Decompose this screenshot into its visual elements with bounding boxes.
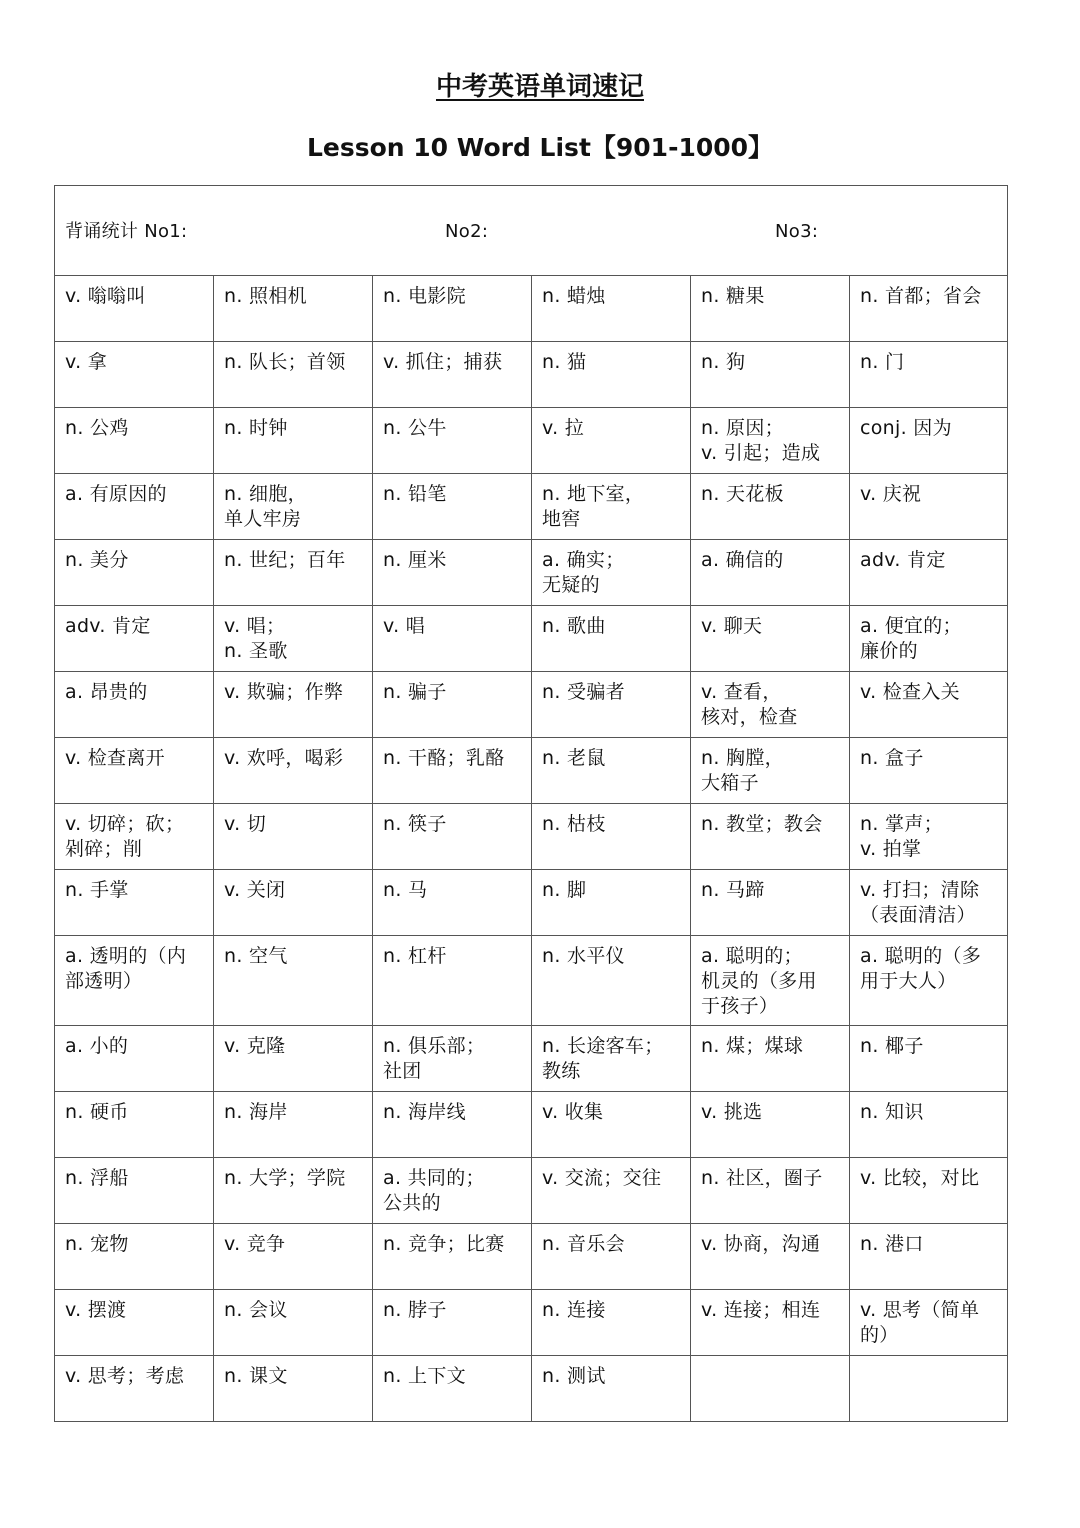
word-cell: n. 硬币 xyxy=(55,1092,214,1158)
word-cell: n. 大学；学院 xyxy=(214,1158,373,1224)
word-cell: v. 连接；相连 xyxy=(691,1290,850,1356)
word-cell: v. 挑选 xyxy=(691,1092,850,1158)
table-row xyxy=(55,1224,1008,1290)
word-cell: n. 蜡烛 xyxy=(532,276,691,342)
word-cell: n. 脚 xyxy=(532,870,691,936)
word-cell: v. 庆祝 xyxy=(850,474,1008,540)
word-cell: n. 会议 xyxy=(214,1290,373,1356)
word-cell: n. 椰子 xyxy=(850,1026,1008,1092)
word-cell: v. 交流；交往 xyxy=(532,1158,691,1224)
word-cell: n. 宠物 xyxy=(55,1224,214,1290)
word-cell: n. 马蹄 xyxy=(691,870,850,936)
word-cell: n. 世纪；百年 xyxy=(214,540,373,606)
word-cell: n. 社区，圈子 xyxy=(691,1158,850,1224)
word-cell: v. 检查入关 xyxy=(850,672,1008,738)
word-cell: adv. 肯定 xyxy=(55,606,214,672)
word-cell: a. 共同的； 公共的 xyxy=(373,1158,532,1224)
table-row xyxy=(55,1158,1008,1224)
word-cell: n. 受骗者 xyxy=(532,672,691,738)
word-cell: n. 教堂；教会 xyxy=(691,804,850,870)
word-cell: n. 照相机 xyxy=(214,276,373,342)
word-cell: v. 嗡嗡叫 xyxy=(55,276,214,342)
word-cell: v. 抓住；捕获 xyxy=(373,342,532,408)
word-cell: v. 拿 xyxy=(55,342,214,408)
word-cell: n. 水平仪 xyxy=(532,936,691,1026)
word-cell: v. 切 xyxy=(214,804,373,870)
word-cell: n. 地下室， 地窖 xyxy=(532,474,691,540)
word-cell: n. 细胞， 单人牢房 xyxy=(214,474,373,540)
word-cell: n. 老鼠 xyxy=(532,738,691,804)
word-cell: v. 查看， 核对，检查 xyxy=(691,672,850,738)
word-cell: n. 音乐会 xyxy=(532,1224,691,1290)
word-cell: n. 天花板 xyxy=(691,474,850,540)
stats-cell xyxy=(55,186,1008,276)
word-cell: n. 俱乐部； 社团 xyxy=(373,1026,532,1092)
table-row xyxy=(55,540,1008,606)
word-cell: v. 检查离开 xyxy=(55,738,214,804)
word-cell: v. 思考（简单 的） xyxy=(850,1290,1008,1356)
table-row xyxy=(55,1026,1008,1092)
word-cell xyxy=(850,1356,1008,1422)
word-cell: a. 有原因的 xyxy=(55,474,214,540)
word-cell: n. 连接 xyxy=(532,1290,691,1356)
table-row xyxy=(55,606,1008,672)
word-cell: a. 小的 xyxy=(55,1026,214,1092)
word-cell: n. 原因； v. 引起；造成 xyxy=(691,408,850,474)
word-cell: v. 欢呼，喝彩 xyxy=(214,738,373,804)
word-cell: v. 克隆 xyxy=(214,1026,373,1092)
word-cell: a. 透明的（内 部透明） xyxy=(55,936,214,1026)
word-cell: v. 竞争 xyxy=(214,1224,373,1290)
word-cell: n. 歌曲 xyxy=(532,606,691,672)
word-cell: n. 煤；煤球 xyxy=(691,1026,850,1092)
word-cell: v. 拉 xyxy=(532,408,691,474)
word-cell: n. 竞争；比赛 xyxy=(373,1224,532,1290)
word-cell: n. 杠杆 xyxy=(373,936,532,1026)
word-cell: v. 欺骗；作弊 xyxy=(214,672,373,738)
word-cell: adv. 肯定 xyxy=(850,540,1008,606)
word-cell: a. 确实； 无疑的 xyxy=(532,540,691,606)
table-row xyxy=(55,1092,1008,1158)
table-row xyxy=(55,936,1008,1026)
word-cell: n. 课文 xyxy=(214,1356,373,1422)
word-cell: n. 骗子 xyxy=(373,672,532,738)
word-cell: n. 手掌 xyxy=(55,870,214,936)
word-list-table xyxy=(54,185,1008,1422)
table-row xyxy=(55,738,1008,804)
word-cell: v. 唱 xyxy=(373,606,532,672)
word-cell: n. 公鸡 xyxy=(55,408,214,474)
word-cell: a. 聪明的（多 用于大人） xyxy=(850,936,1008,1026)
word-cell: n. 海岸线 xyxy=(373,1092,532,1158)
word-cell: v. 唱； n. 圣歌 xyxy=(214,606,373,672)
word-cell: n. 猫 xyxy=(532,342,691,408)
word-cell: n. 首都；省会 xyxy=(850,276,1008,342)
word-cell: n. 脖子 xyxy=(373,1290,532,1356)
word-cell: n. 盒子 xyxy=(850,738,1008,804)
word-cell: n. 电影院 xyxy=(373,276,532,342)
table-row xyxy=(55,870,1008,936)
word-cell: v. 收集 xyxy=(532,1092,691,1158)
word-cell: v. 比较，对比 xyxy=(850,1158,1008,1224)
word-cell: a. 聪明的； 机灵的（多用 于孩子） xyxy=(691,936,850,1026)
word-cell: n. 公牛 xyxy=(373,408,532,474)
stat-no2: No2: xyxy=(445,221,489,242)
stats-row xyxy=(55,186,1008,276)
table-row xyxy=(55,1356,1008,1422)
table-row xyxy=(55,1290,1008,1356)
word-cell: a. 便宜的； 廉价的 xyxy=(850,606,1008,672)
word-cell: n. 时钟 xyxy=(214,408,373,474)
word-cell: n. 门 xyxy=(850,342,1008,408)
word-cell: v. 思考；考虑 xyxy=(55,1356,214,1422)
word-cell: n. 厘米 xyxy=(373,540,532,606)
word-cell: n. 知识 xyxy=(850,1092,1008,1158)
word-cell: n. 马 xyxy=(373,870,532,936)
word-cell: v. 聊天 xyxy=(691,606,850,672)
word-cell: n. 海岸 xyxy=(214,1092,373,1158)
word-cell: v. 切碎；砍； 剁碎；削 xyxy=(55,804,214,870)
word-cell: v. 关闭 xyxy=(214,870,373,936)
stat-no1: 背诵统计 No1: xyxy=(65,221,188,242)
word-cell: v. 打扫；清除 （表面清洁） xyxy=(850,870,1008,936)
word-cell: n. 浮船 xyxy=(55,1158,214,1224)
word-cell: conj. 因为 xyxy=(850,408,1008,474)
word-cell xyxy=(691,1356,850,1422)
table-row xyxy=(55,474,1008,540)
table-row xyxy=(55,276,1008,342)
word-cell: n. 筷子 xyxy=(373,804,532,870)
lesson-subtitle: Lesson 10 Word List【901-1000】 xyxy=(306,133,774,162)
word-cell: n. 掌声； v. 拍掌 xyxy=(850,804,1008,870)
word-cell: n. 港口 xyxy=(850,1224,1008,1290)
table-row xyxy=(55,408,1008,474)
word-cell: n. 胸膛， 大箱子 xyxy=(691,738,850,804)
word-cell: v. 摆渡 xyxy=(55,1290,214,1356)
page-title: 中考英语单词速记 xyxy=(435,72,644,102)
word-cell: v. 协商，沟通 xyxy=(691,1224,850,1290)
word-cell: n. 美分 xyxy=(55,540,214,606)
word-cell: n. 铅笔 xyxy=(373,474,532,540)
word-cell: n. 测试 xyxy=(532,1356,691,1422)
word-cell: n. 干酪；乳酪 xyxy=(373,738,532,804)
table-row xyxy=(55,672,1008,738)
table-row xyxy=(55,342,1008,408)
word-cell: n. 糖果 xyxy=(691,276,850,342)
word-cell: n. 空气 xyxy=(214,936,373,1026)
word-cell: n. 狗 xyxy=(691,342,850,408)
word-cell: n. 枯枝 xyxy=(532,804,691,870)
word-cell: n. 上下文 xyxy=(373,1356,532,1422)
word-cell: a. 昂贵的 xyxy=(55,672,214,738)
stat-no3: No3: xyxy=(775,221,819,242)
word-cell: n. 队长；首领 xyxy=(214,342,373,408)
table-row xyxy=(55,804,1008,870)
word-cell: n. 长途客车； 教练 xyxy=(532,1026,691,1092)
word-cell: a. 确信的 xyxy=(691,540,850,606)
